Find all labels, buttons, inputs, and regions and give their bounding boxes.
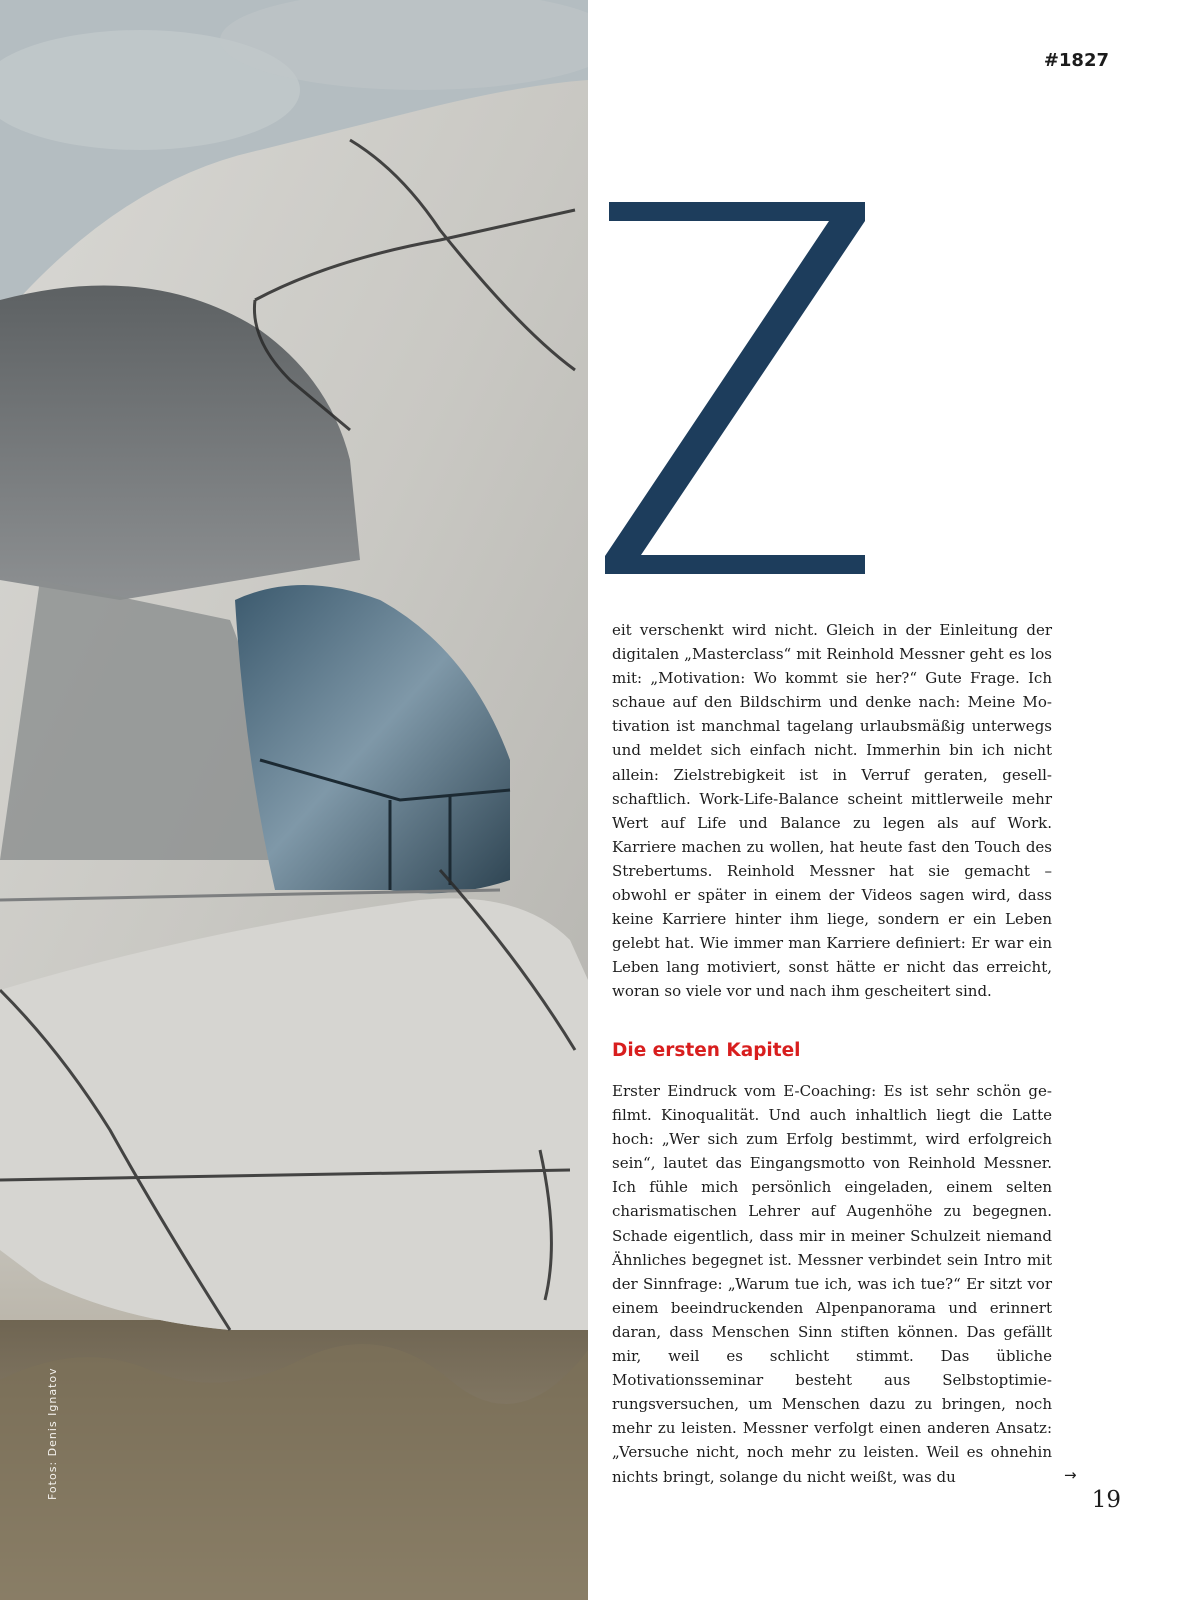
drop-cap: [601, 197, 873, 579]
photo-credit: Fotos: Denis Ignatov: [46, 1367, 59, 1500]
subheading: Die ersten Kapitel: [612, 1040, 801, 1061]
architecture-photo: [0, 0, 588, 1600]
drop-cap-letter: [601, 197, 873, 579]
page-number: 19: [1091, 1487, 1121, 1513]
paragraph-2: Erster Eindruck vom E-Coaching: Es ist sehr schön gefilmt. Kinoqualität. Und auch inhaltlich liegt die Latte hoch: „Wer sich zum Erfolg bestimmt, wird erfolgreich sein“, lautet das Eingangsmotto von Reinhold Messner. Ich fühle mich persönlich eingeladen, einem selten charismatischen Lehrer auf Augenhöhe zu begegnen. Schade eigentlich, dass mir in meiner Schulzeit niemand Ähnliches begegnet ist. Messner verbindet sein Intro mit der Sinnfrage: „Warum tue ich, was ich tue?“ Er sitzt vor einem beeindruckenden Alpenpanorama und erinnert daran, dass Menschen Sinn stiften können. Das gefällt mir, weil es schlicht stimmt. Das übliche Motivationsseminar besteht aus Selbstoptimierungsversuchen, um Menschen dazu zu bringen, noch mehr zu leisten. Messner verfolgt einen anderen Ansatz: „Versuche nicht, noch mehr zu leisten. Weil es ohnehin nichts bringt, solange du nicht weißt, was du: [612, 1082, 1052, 1486]
issue-number: #1827: [1043, 50, 1109, 71]
continue-arrow-icon: →: [1064, 1466, 1077, 1484]
paragraph-1: eit verschenkt wird nicht. Gleich in der Einleitung der digitalen „Masterclass“ mit Reinhold Messner geht es los mit: „Motivation: Wo kommt sie her?“ Gute Frage. Ich schaue auf den Bildschirm und denke nach: Meine Motivation ist manchmal tagelang urlaubsmäßig unterwegs und meldet sich einfach nicht. Immerhin bin ich nicht allein: Zielstrebigkeit ist in Verruf geraten, gesellschaftlich. Work-Life-Balance scheint mittlerweile mehr Wert auf Life und Balance zu legen als auf Work. Karriere machen zu wollen, hat heute fast den Touch des Strebertums. Reinhold Messner hat sie gemacht – obwohl er später in einem der Videos sagen wird, dass keine Karriere hinter ihm liege, sondern er ein Leben gelebt hat. Wie immer man Karriere definiert: Er war ein Leben lang motiviert, sonst hätte er nicht das erreicht, woran so viele vor und nach ihm gescheitert sind.: [612, 621, 1052, 1001]
concrete-building-illustration: [0, 0, 588, 1600]
